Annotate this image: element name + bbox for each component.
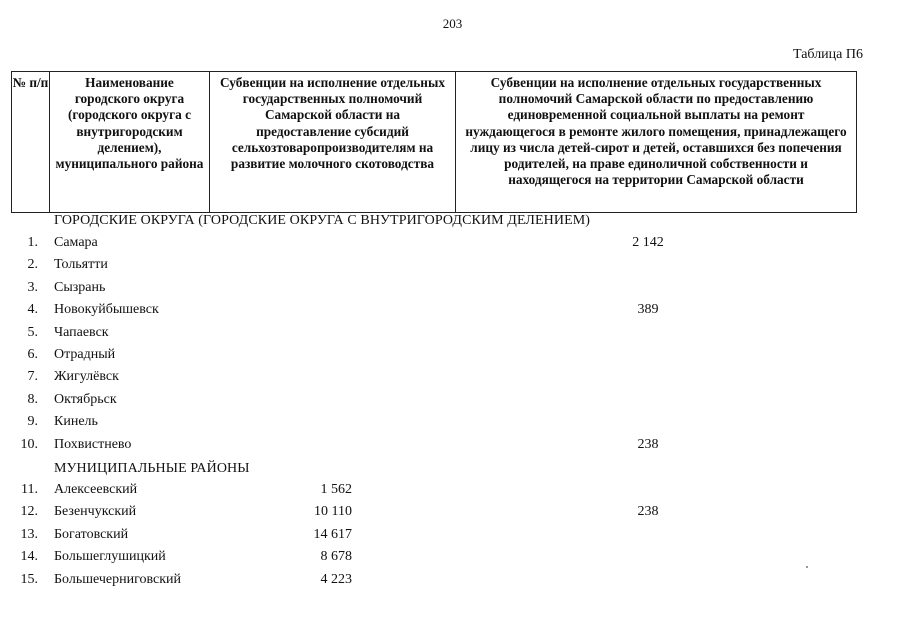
row-name: Кинель xyxy=(54,414,98,430)
row-name: Большечерниговский xyxy=(54,571,182,587)
table-row xyxy=(0,302,905,322)
row-name: Похвистнево xyxy=(54,436,132,452)
table-row xyxy=(0,347,905,367)
row-number: 3. xyxy=(27,279,38,295)
row-dairy-subvention-value: 4 223 xyxy=(320,571,352,587)
row-dairy-subvention-value: 10 110 xyxy=(314,504,352,520)
row-repair-payment-value: 2 142 xyxy=(632,235,664,250)
row-number: 7. xyxy=(27,369,38,385)
table-row xyxy=(0,504,905,524)
table-header xyxy=(11,71,857,213)
row-number: 15. xyxy=(20,571,38,587)
row-repair-payment-value: 389 xyxy=(637,302,659,318)
row-number: 11. xyxy=(21,482,38,497)
table-row xyxy=(0,235,905,255)
row-number: 5. xyxy=(27,324,38,340)
row-number: 14. xyxy=(20,549,38,565)
row-number: 13. xyxy=(20,526,38,542)
row-number: 6. xyxy=(27,347,38,362)
table-row xyxy=(0,325,905,345)
row-name: Алексеевский xyxy=(54,482,138,497)
row-dairy-subvention-value: 1 562 xyxy=(320,482,352,497)
row-number: 2. xyxy=(27,257,38,273)
row-name: Сызрань xyxy=(54,279,106,295)
row-number: 9. xyxy=(27,414,38,430)
row-name: Богатовский xyxy=(54,526,129,542)
table-label: Таблица П6 xyxy=(793,47,863,62)
header-number-column: № п/п xyxy=(12,72,50,212)
section-title-urban-districts: ГОРОДСКИЕ ОКРУГА (ГОРОДСКИЕ ОКРУГА С ВНУТРИГОРОДСКИМ ДЕЛЕНИЕМ) xyxy=(54,213,591,228)
row-name: Отрадный xyxy=(54,347,116,362)
table-row xyxy=(0,572,905,592)
section-title-municipal-districts: МУНИЦИПАЛЬНЫЕ РАЙОНЫ xyxy=(54,461,250,476)
table-row xyxy=(0,482,905,502)
row-name: Безенчукский xyxy=(54,504,137,520)
row-dairy-subvention-value: 8 678 xyxy=(320,549,352,565)
row-number: 10. xyxy=(20,436,38,452)
table-row xyxy=(0,437,905,457)
page-number: 203 xyxy=(442,16,463,31)
table-row xyxy=(0,392,905,412)
header-name-column: Наименование городского округа (городского округа с внутригородским делением), муниципального района xyxy=(50,72,210,212)
row-name: Самара xyxy=(54,235,98,250)
row-name: Чапаевск xyxy=(54,324,109,340)
row-number: 12. xyxy=(20,504,38,520)
table-row xyxy=(0,527,905,547)
table-row xyxy=(0,414,905,434)
row-repair-payment-value: 238 xyxy=(637,436,659,452)
row-name: Октябрьск xyxy=(54,391,117,407)
row-name: Жигулёвск xyxy=(54,369,119,385)
row-dairy-subvention-value: 14 617 xyxy=(313,526,352,542)
row-name: Тольятти xyxy=(54,257,108,273)
row-number: 1. xyxy=(27,235,38,250)
row-repair-payment-value: 238 xyxy=(637,504,659,520)
table-row xyxy=(0,369,905,389)
table-row xyxy=(0,257,905,277)
row-name: Новокуйбышевск xyxy=(54,302,159,318)
row-name: Большеглушицкий xyxy=(54,549,166,565)
header-repair-payment-column: Субвенции на исполнение отдельных государственных полномочий Самарской области по предоставлению единовременной социальной выплаты на ремонт нуждающегося в ремонте жилого помещения, принадлежащего лицу из числа детей-сирот и детей, оставшихся без попечения родителей, на праве единоличной собственности и находящегося на территории Самарской области xyxy=(465,75,847,188)
table-row xyxy=(0,549,905,569)
header-dairy-subvention-column: Субвенции на исполнение отдельных государственных полномочий Самарской области на предоставление субсидий сельхозтоваропроизводителям на развитие молочного скотоводства xyxy=(210,72,456,212)
scan-speck xyxy=(806,566,808,568)
row-number: 4. xyxy=(27,302,38,318)
row-number: 8. xyxy=(27,391,38,407)
table-row xyxy=(0,280,905,300)
